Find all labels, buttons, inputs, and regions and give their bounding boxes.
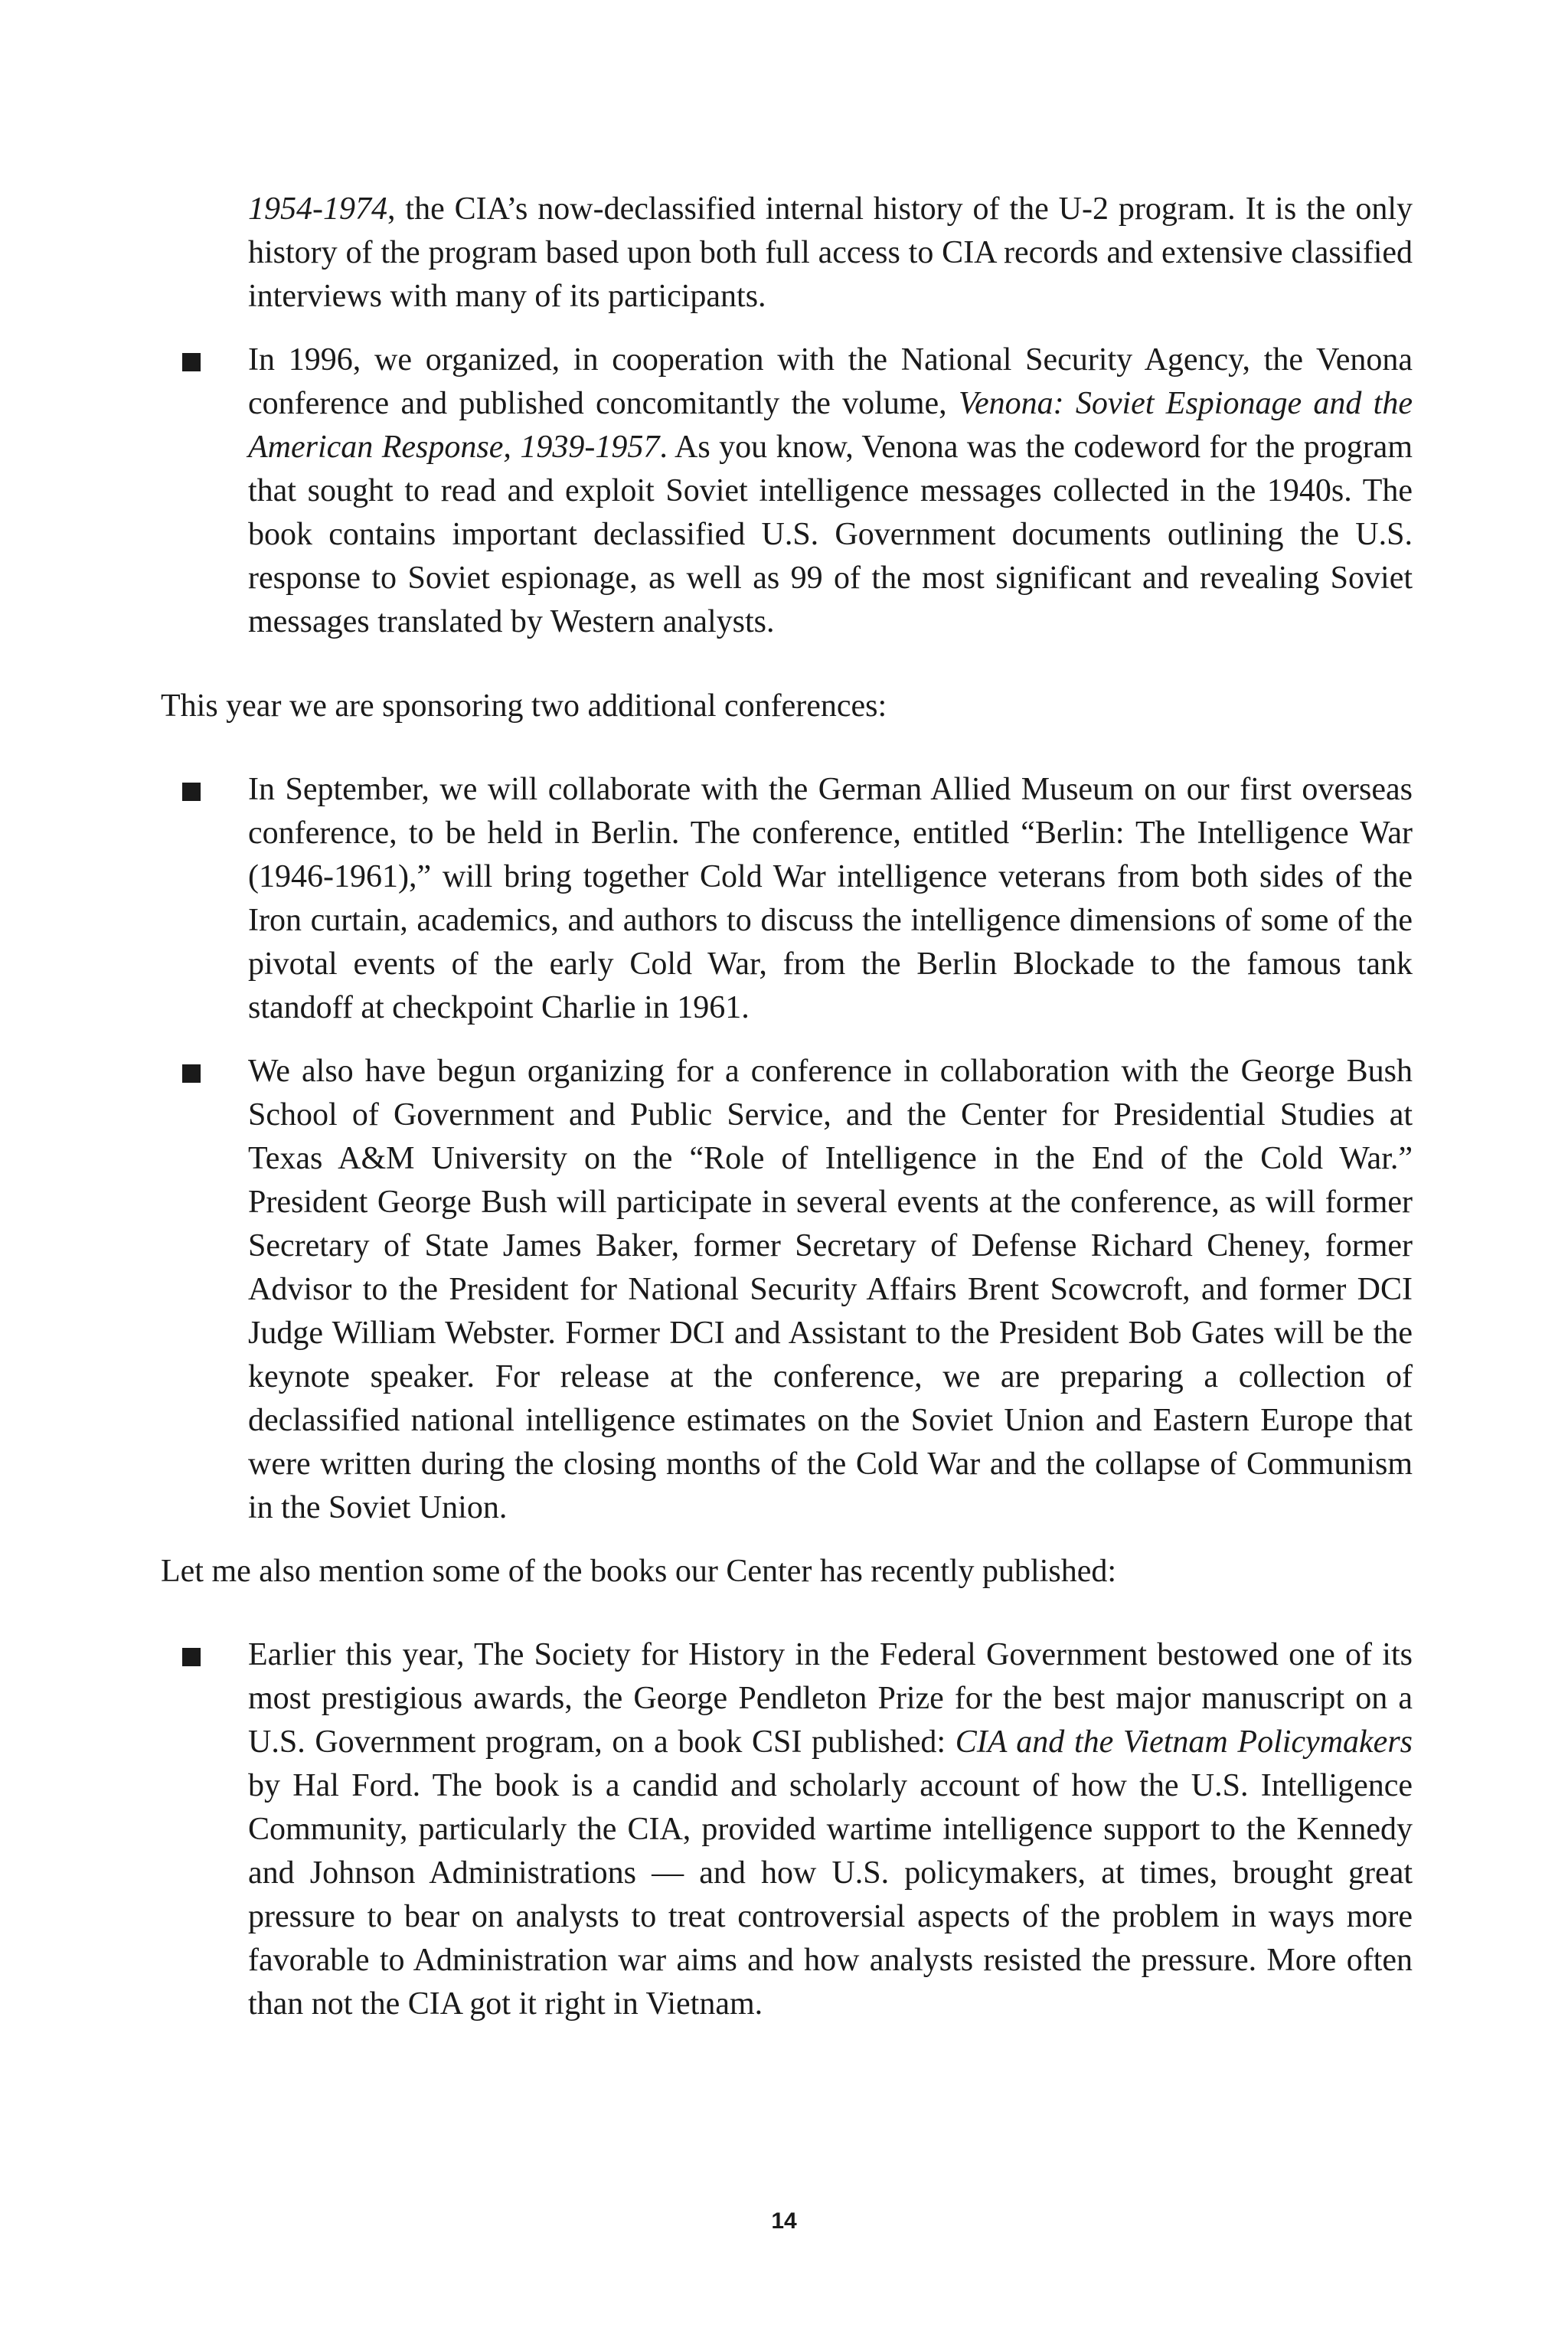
list-item-berlin-conference [248,768,1413,1030]
list-item-bush-conference [248,1050,1413,1530]
square-bullet-icon [182,353,201,371]
page-body [161,188,1413,2026]
list-item-vietnam-book [248,1633,1413,2026]
vietnam-text-2: by Hal Ford. The book is a candid and scholarly account of how the U.S. Intelligence Community, particularly the CIA, provided wartime intelligence support to the Kennedy and Johnson Administrations — and how U.S. policymakers, at times, brought great pressure to bear on analysts to treat controversial aspects of the problem in ways more favorable to Administration war aims and how analysts resisted the pressure. More often than not the CIA got it right in Vietnam. [248,1768,1413,2022]
square-bullet-icon [182,1648,201,1666]
vietnam-title-italic: CIA and the Vietnam Policymakers [955,1724,1413,1760]
books-intro-paragraph: Let me also mention some of the books our Center has recently published: [161,1554,1117,1589]
venona-title-italic: Venona: Soviet Espionage and the American Response, 1939-1957 [248,386,1413,465]
u2-title-italic: 1954-1974 [248,191,387,227]
conferences-intro-paragraph: This year we are sponsoring two additional conferences: [161,688,887,724]
vietnam-text-1: Earlier this year, The Society for History in the Federal Government bestowed one of its most prestigious awards, the George Pendleton Prize for the best major manuscript on a U.S. Government program, on a book CSI published: [248,1637,1413,1760]
list-item-venona [248,338,1413,644]
berlin-conference-text: In September, we will collaborate with the German Allied Museum on our first overseas conference, to be held in Berlin. The conference, entitled “Berlin: The Intelligence War (1946-1961),” will bring together Cold War intelligence veterans from both sides of the Iron curtain, academics, and authors to discuss the intelligence dimensions of some of the pivotal events of the early Cold War, from the Berlin Blockade to the famous tank standoff at checkpoint Charlie in 1961. [248,772,1413,1025]
u2-history-text: , the CIA’s now-declassified internal history of the U-2 program. It is the only history of the program based upon both full access to CIA records and extensive classified interviews with many of its participants. [248,191,1413,314]
page-number: 14 [771,2208,797,2234]
venona-text-2: . As you know, Venona was the codeword for the program that sought to read and exploit Soviet intelligence messages collected in the 1940s. The book contains important declassified U.S. Government documents outlining the U.S. response to Soviet espionage, as well as 99 of the most significant and revealing Soviet messages translated by Western analysts. [248,430,1413,639]
square-bullet-icon [182,1064,201,1083]
square-bullet-icon [182,783,201,801]
venona-text-1: In 1996, we organized, in cooperation with the National Security Agency, the Venona conference and published concomitantly the volume, [248,342,1413,421]
bush-conference-text: We also have begun organizing for a conference in collaboration with the George Bush School of Government and Public Service, and the Center for Presidential Studies at Texas A&M University on the “Role of Intelligence in the End of the Cold War.” President George Bush will participate in several events at the conference, as will former Secretary of State James Baker, former Secretary of Defense Richard Cheney, former Advisor to the President for National Security Affairs Brent Scowcroft, and former DCI Judge William Webster. Former DCI and Assistant to the President Bob Gates will be the keynote speaker. For release at the conference, we are preparing a collection of declassified national intelligence estimates on the Soviet Union and Eastern Europe that were written during the closing months of the Cold War and the collapse of Communism in the Soviet Union. [248,1054,1413,1525]
u2-history-continuation [248,188,1413,319]
